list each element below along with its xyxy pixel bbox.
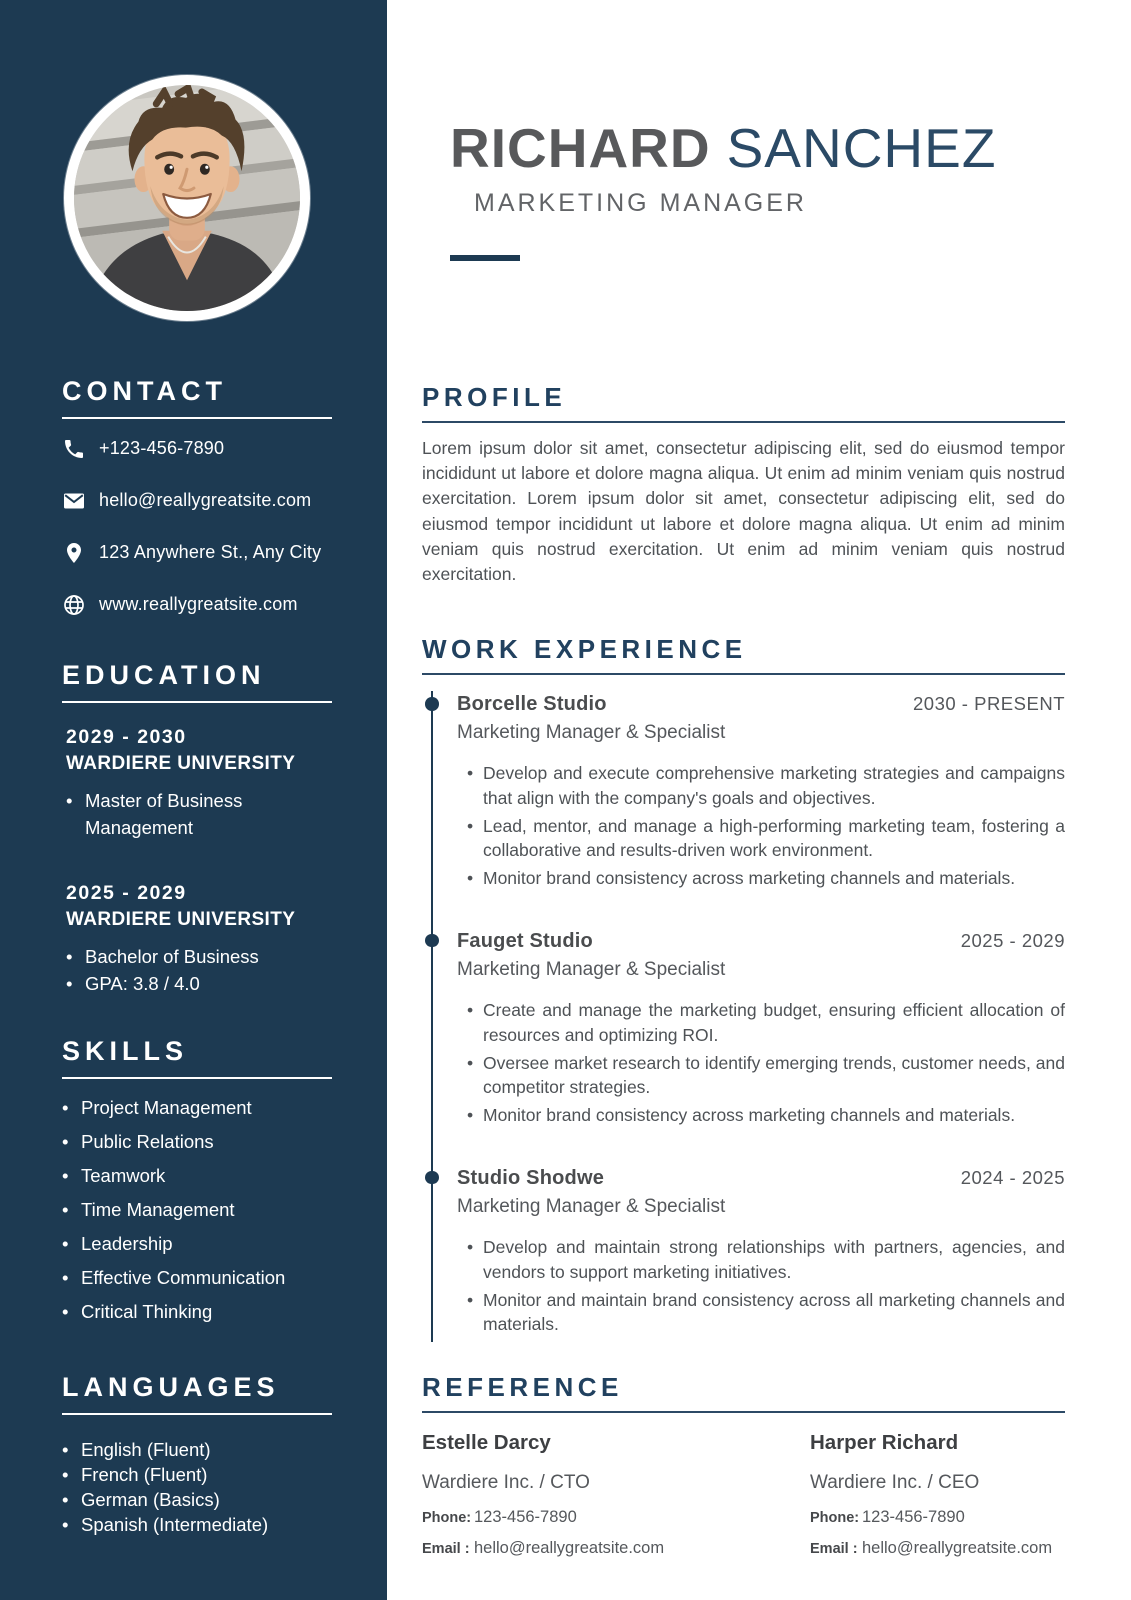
contact-heading: CONTACT: [62, 376, 227, 406]
list-item: • Create and manage the marketing budget, ensuring efficient allocation of resources and optimizing ROI.: [483, 998, 1065, 1048]
job-company: Fauget Studio: [457, 929, 593, 952]
education-years: 2029 - 2030: [66, 726, 187, 748]
contact-list: [62, 435, 343, 618]
list-item: • Public Relations: [81, 1131, 343, 1152]
profile-underline: [422, 421, 1065, 423]
name-header: [450, 117, 997, 261]
contact-address-text: 123 Anywhere St., Any City: [99, 542, 322, 562]
list-item: • Develop and maintain strong relationships with partners, agencies, and vendors to support marketing initiatives.: [483, 1235, 1065, 1285]
contact-item-email: [62, 487, 343, 514]
accent-bar: [450, 255, 520, 261]
person-name: [450, 117, 997, 179]
email-icon: [62, 489, 86, 513]
reference-phone-row: [810, 1508, 1065, 1527]
list-item: • Monitor and maintain brand consistency across all marketing channels and materials.: [483, 1288, 1065, 1338]
list-item: • Oversee market research to identify emerging trends, customer needs, and competitor strategies.: [483, 1051, 1065, 1101]
list-item: • Critical Thinking: [81, 1301, 343, 1322]
skills-section: [62, 1036, 343, 1335]
job-role: Marketing Manager & Specialist: [457, 722, 726, 743]
list-item: • Effective Communication: [81, 1267, 343, 1288]
job-role: Marketing Manager & Specialist: [457, 958, 726, 980]
job-header: [457, 1165, 1065, 1191]
contact-underline: [62, 417, 332, 419]
job-header: [457, 928, 1065, 954]
job-title: MARKETING MANAGER: [474, 189, 807, 217]
email-label: Email :: [422, 1541, 470, 1557]
job-role: Marketing Manager & Specialist: [457, 1195, 726, 1217]
education-bullets: [66, 787, 320, 841]
job-company: Borcelle Studio: [457, 693, 607, 715]
reference-phone: 123-456-7890: [474, 1508, 577, 1526]
phone-label: Phone:: [810, 1510, 860, 1526]
skills-heading: SKILLS: [62, 1036, 189, 1066]
skills-underline: [62, 1077, 332, 1079]
job-bullets: [457, 998, 1065, 1128]
languages-heading: LANGUAGES: [62, 1372, 280, 1402]
reference-email-row: [810, 1539, 1065, 1558]
timeline-dot: [425, 934, 439, 948]
reference-email-row: [422, 1539, 810, 1558]
first-name: RICHARD: [450, 117, 711, 179]
job-bullets: [457, 1235, 1065, 1337]
education-underline: [62, 701, 332, 703]
job-company: Studio Shodwe: [457, 1166, 605, 1189]
work-underline: [422, 673, 1065, 675]
profile-text: Lorem ipsum dolor sit amet, consectetur adipiscing elit, sed do eiusmod tempor incididunt ut labore et dolore magna aliqua. Ut enim ad minim veniam quis nostrud exercitation. Lorem ipsum dolor sit amet, consectetur adipiscing elit, sed do eiusmod tempor incididunt ut labore et dolore magna aliqua. Ut enim ad minim veniam quis nostrud exercitation. Ut enim ad minim veniam quis nostrud exercitation.: [422, 438, 1065, 585]
work-heading: WORK EXPERIENCE: [422, 634, 747, 664]
reference-entry: [810, 1429, 1065, 1558]
reference-heading: REFERENCE: [422, 1372, 623, 1402]
job-bullets: [457, 761, 1065, 891]
contact-section: [62, 376, 343, 643]
list-item: • Lead, mentor, and manage a high-performing marketing team, fostering a collaborative and results-driven work environment.: [483, 814, 1065, 864]
list-item: • GPA: 3.8 / 4.0: [85, 970, 320, 997]
list-item: • Time Management: [81, 1199, 343, 1220]
globe-icon: [62, 593, 86, 617]
languages-list: [62, 1437, 343, 1537]
education-school: WARDIERE UNIVERSITY: [66, 909, 296, 930]
reference-underline: [422, 1411, 1065, 1413]
email-label: Email :: [810, 1541, 858, 1557]
list-item: • Monitor brand consistency across marketing channels and materials.: [483, 866, 1065, 891]
profile-heading: PROFILE: [422, 382, 567, 412]
location-icon: [62, 541, 86, 565]
list-item: • German (Basics): [81, 1487, 343, 1512]
education-school: WARDIERE UNIVERSITY: [66, 753, 296, 774]
reference-company: Wardiere Inc. / CTO: [422, 1472, 590, 1493]
last-name: SANCHEZ: [726, 117, 997, 179]
list-item: • Project Management: [81, 1097, 343, 1118]
contact-website-text: www.reallygreatsite.com: [99, 594, 298, 614]
job-entry: [433, 691, 1065, 891]
reference-entry: [422, 1429, 810, 1558]
list-item: • Master of Business Management: [85, 787, 320, 841]
reference-phone-row: [422, 1508, 810, 1527]
languages-underline: [62, 1413, 332, 1415]
education-item: [62, 881, 343, 997]
contact-item-phone: [62, 435, 343, 462]
list-item: • French (Fluent): [81, 1462, 343, 1487]
reference-email: hello@reallygreatsite.com: [862, 1539, 1053, 1557]
timeline-dot: [425, 1171, 439, 1185]
education-years: 2025 - 2029: [66, 882, 187, 904]
education-heading: EDUCATION: [62, 660, 266, 690]
list-item: • Leadership: [81, 1233, 343, 1254]
reference-company: Wardiere Inc. / CEO: [810, 1472, 980, 1493]
list-item: • Bachelor of Business: [85, 943, 320, 970]
job-period: 2025 - 2029: [960, 929, 1065, 951]
job-period: 2024 - 2025: [960, 1166, 1065, 1188]
contact-phone-text: +123-456-7890: [99, 438, 225, 458]
profile-photo: [64, 75, 310, 321]
reference-phone: 123-456-7890: [862, 1508, 965, 1526]
work-experience-section: [422, 634, 1065, 1342]
contact-email-text: hello@reallygreatsite.com: [99, 490, 312, 510]
list-item: • Spanish (Intermediate): [81, 1512, 343, 1537]
contact-item-address: [62, 539, 343, 566]
list-item: • Develop and execute comprehensive marketing strategies and campaigns that align with the company's goals and objectives.: [483, 761, 1065, 811]
job-entry: [433, 928, 1065, 1128]
list-item: • Teamwork: [81, 1165, 343, 1186]
list-item: • English (Fluent): [81, 1437, 343, 1462]
avatar-illustration: [73, 84, 301, 312]
contact-item-website: [62, 591, 343, 618]
list-item: • Monitor brand consistency across marketing channels and materials.: [483, 1103, 1065, 1128]
phone-label: Phone:: [422, 1510, 472, 1526]
timeline-dot: [425, 697, 439, 711]
sidebar: [0, 0, 387, 1600]
job-period: 2030 - PRESENT: [913, 693, 1065, 714]
skills-list: [62, 1097, 343, 1322]
phone-icon: [62, 437, 86, 461]
reference-name: Harper Richard: [810, 1431, 959, 1454]
education-bullets: [66, 943, 320, 997]
reference-email: hello@reallygreatsite.com: [474, 1539, 665, 1557]
job-header: [457, 691, 1065, 717]
work-timeline: [431, 691, 1065, 1342]
job-entry: [433, 1165, 1065, 1337]
reference-grid: [422, 1429, 1065, 1558]
education-section: [62, 660, 343, 997]
education-item: [62, 725, 343, 841]
reference-section: [422, 1372, 1065, 1558]
profile-section: [422, 382, 1065, 587]
languages-section: [62, 1372, 343, 1537]
reference-name: Estelle Darcy: [422, 1431, 551, 1454]
